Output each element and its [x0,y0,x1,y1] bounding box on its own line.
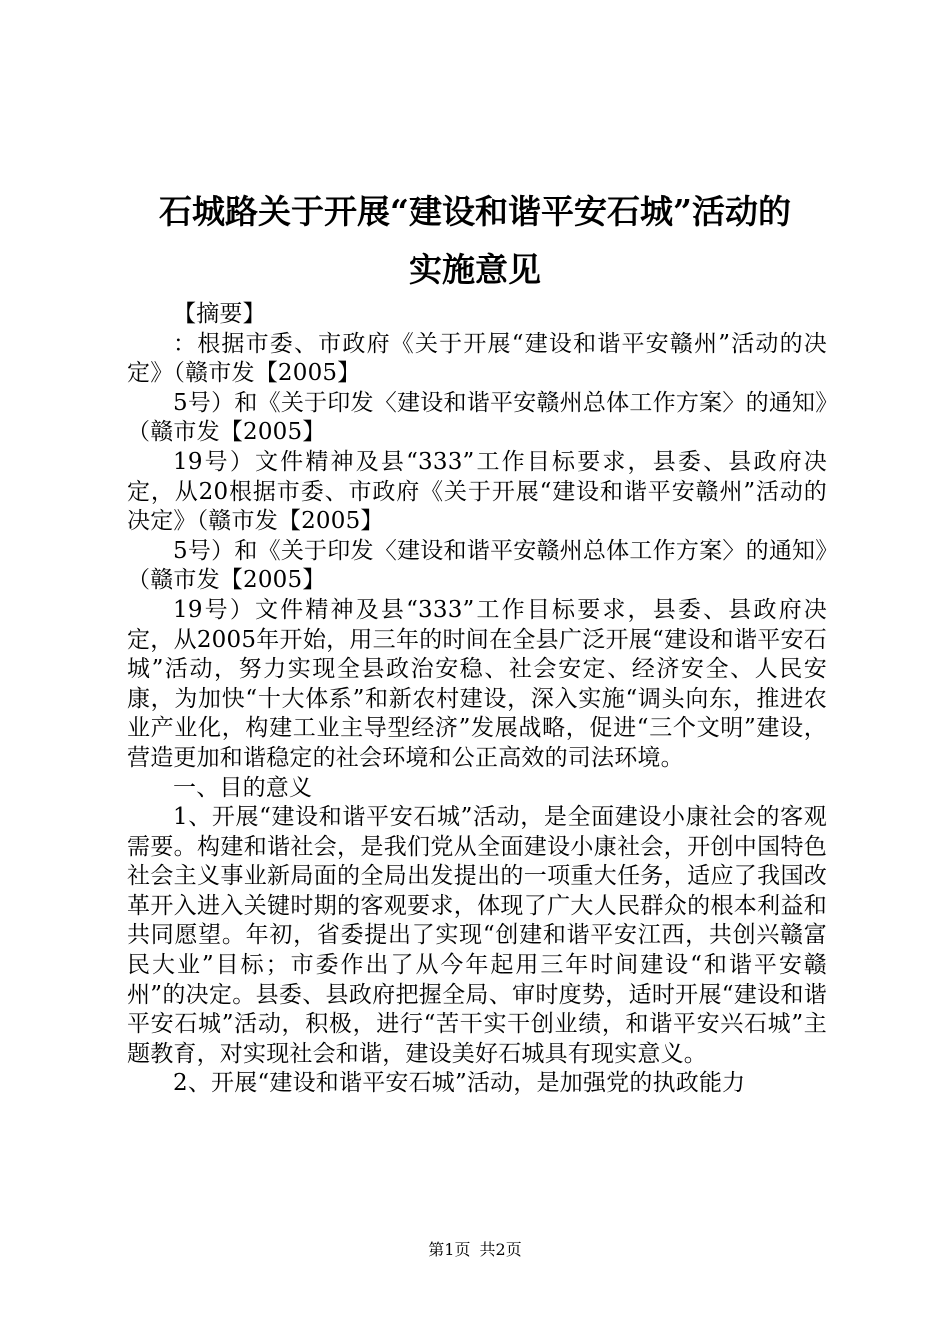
document-title-line-2: 实施意见 [409,250,541,289]
paragraph: 2、开展“建设和谐平安石城”活动，是加强党的执政能力 [173,1070,746,1097]
paragraph-abstract-heading: 【摘要】 [173,301,266,327]
paragraph: 5号）和《关于印发〈建设和谐平安赣州总体工作方案〉的通知》（赣市发【2005】 [127,389,827,446]
section-heading: 一、目的意义 [173,774,313,801]
paragraph: 19号）文件精神及县“333”工作目标要求，县委、县政府决定，从20根据市委、市政府《关于开展“建设和谐平安赣州”活动的决定》（赣市发【2005】 [127,448,827,535]
paragraph: 5号）和《关于印发〈建设和谐平安赣州总体工作方案〉的通知》（赣市发【2005】 [127,537,827,594]
document-title-line-1: 石城路关于开展“建设和谐平安石城”活动的 [159,192,791,231]
paragraph: ：根据市委、市政府《关于开展“建设和谐平安赣州”活动的决定》（赣市发【2005】 [127,330,827,387]
paragraph: 19号）文件精神及县“333”工作目标要求，县委、县政府决定，从2005年开始，用三年的时间在全县广泛开展“建设和谐平安石城”活动，努力实现全县政治安稳、社会安定、经济安全、人民安康，为加快“十大体系”和新农村建设，深入实施“调头向东，推进农业产业化，构建工业主导型经济”发展战略，促进“三个文明”建设，营造更加和谐稳定的社会环境和公正高效的司法环境。 [127,596,827,771]
paragraph: 1、开展“建设和谐平安石城”活动，是全面建设小康社会的客观需要。构建和谐社会，是我们党从全面建设小康社会，开创中国特色社会主义事业新局面的全局出发提出的一项重大任务，适应了我国改革开入进入关键时期的客观要求，体现了广大人民群众的根本利益和共同愿望。年初，省委提出了实现“创建和谐平安江西，共创兴赣富民大业”目标；市委作出了从今年起用三年时间建设“和谐平安赣州”的决定。县委、县政府把握全局、审时度势，适时开展“建设和谐平安石城”活动，积极，进行“苦干实干创业绩，和谐平安兴石城”主题教育，对实现社会和谐，建设美好石城具有现实意义。 [127,804,827,1067]
document-body [127,300,827,1099]
page-footer: 第1页 共2页 [428,1240,522,1259]
